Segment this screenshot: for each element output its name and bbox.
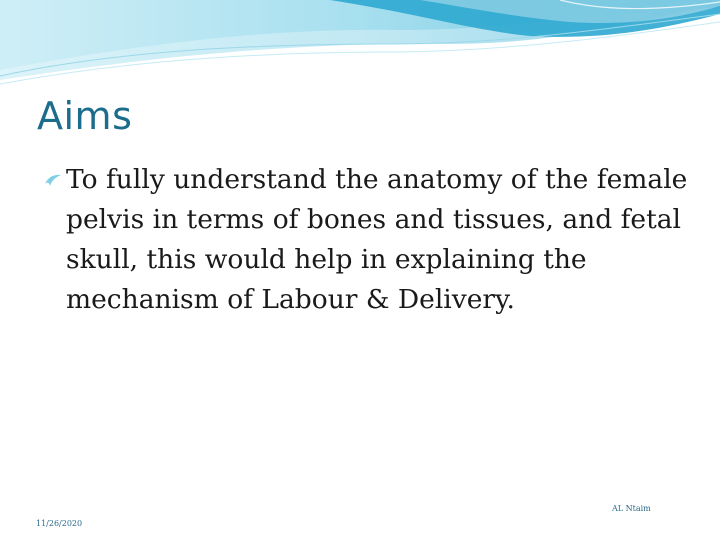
- swoosh-bullet-icon: [44, 172, 62, 188]
- slide-title: Aims: [37, 94, 133, 138]
- bullet-item: [44, 160, 694, 320]
- header-wave-decoration: [0, 0, 720, 90]
- bullet-text: To fully understand the anatomy of the female pelvis in terms of bones and tissues, and fetal skull, this would help in explaining the mechanism of Labour & Delivery.: [66, 164, 688, 315]
- footer-date: 11/26/2020: [36, 519, 83, 528]
- bullet-list: [44, 160, 694, 320]
- footer-author: AL Ntaim: [612, 504, 651, 513]
